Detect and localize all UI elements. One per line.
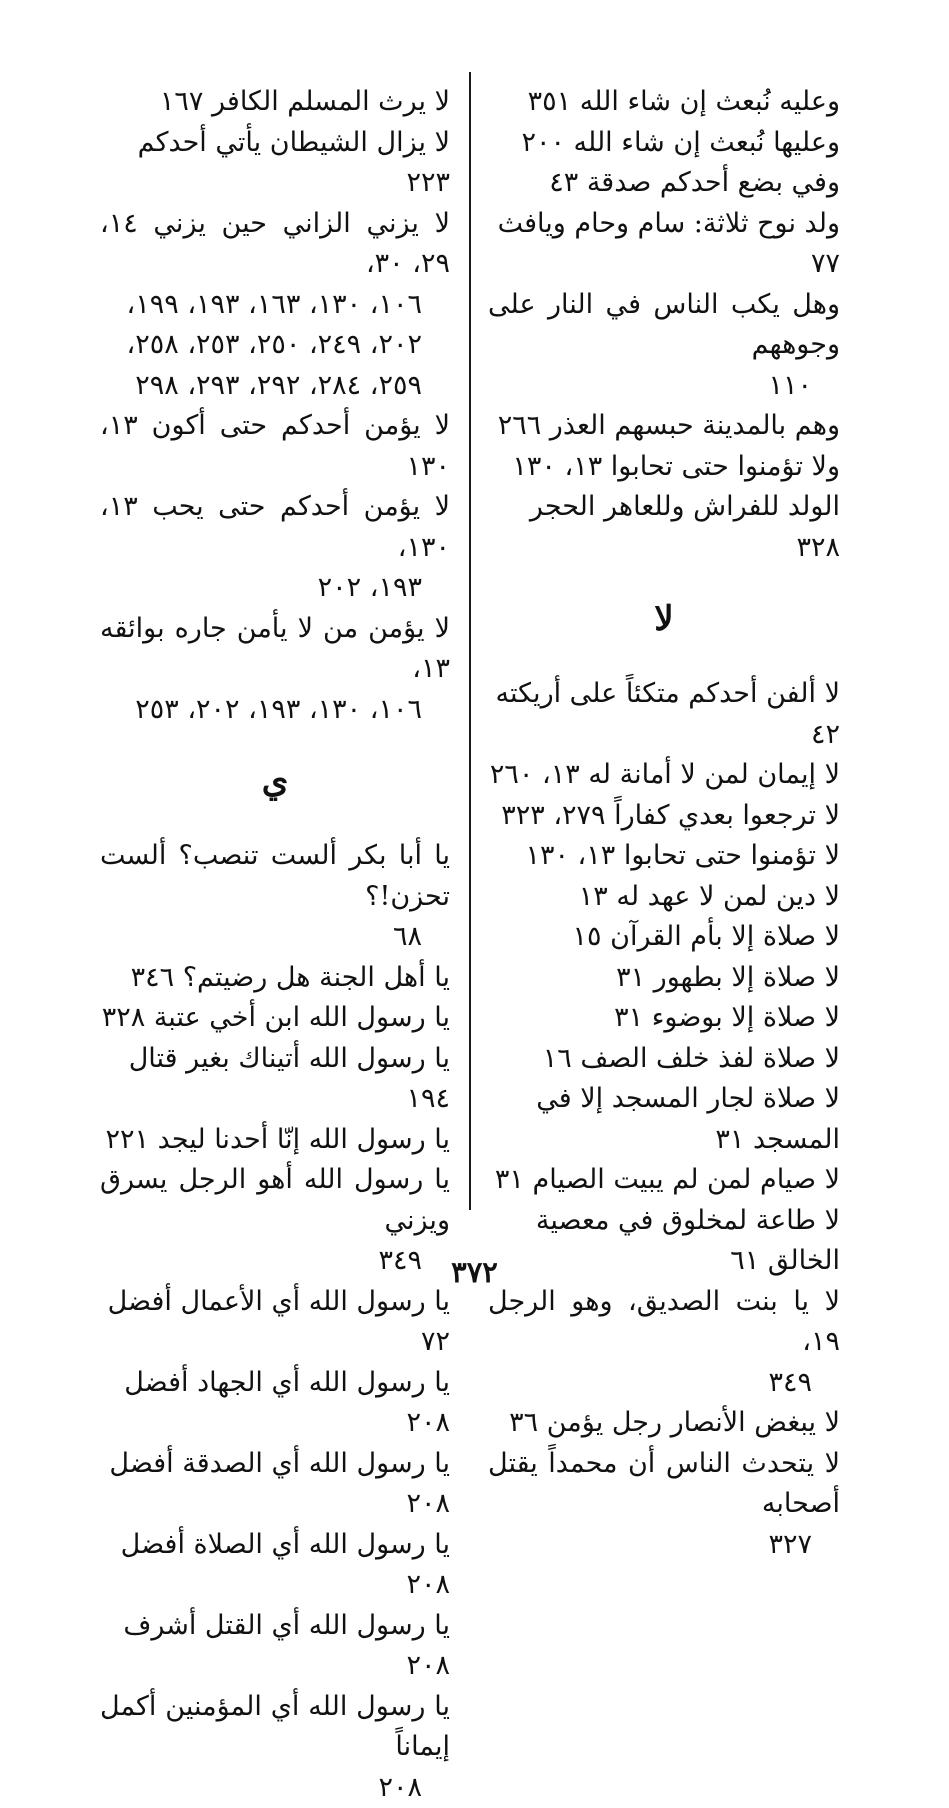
index-entry: لا دين لمن لا عهد له ١٣ — [488, 877, 840, 918]
index-entry: لا ترجعوا بعدي كفاراً ٢٧٩، ٣٢٣ — [488, 796, 840, 837]
index-entry: لا إيمان لمن لا أمانة له ١٣، ٢٦٠ — [488, 755, 840, 796]
index-entry: لا صيام لمن لم يبيت الصيام ٣١ — [488, 1160, 840, 1201]
index-entry: يا رسول الله إنّا أحدنا ليجد ٢٢١ — [100, 1120, 450, 1161]
index-entry: يا رسول الله أتيناك بغير قتال ١٩٤ — [100, 1039, 450, 1120]
index-entry: لا يزال الشيطان يأتي أحدكم ٢٢٣ — [100, 123, 450, 204]
index-entry-continuation: ٦٨ — [100, 917, 450, 958]
page-number: ٣٧٢ — [0, 1252, 949, 1292]
section-heading-ya: ي — [100, 754, 450, 808]
index-entry-continuation: ٣٤٩ — [488, 1363, 840, 1404]
index-entry: لا يؤمن أحدكم حتى أكون ١٣، ١٣٠ — [100, 406, 450, 487]
index-entry: ولد نوح ثلاثة: سام وحام ويافث ٧٧ — [488, 204, 840, 285]
index-entry: يا رسول الله أي الجهاد أفضل ٢٠٨ — [100, 1363, 450, 1444]
index-entry-continuation: ٢٥٩، ٢٨٤، ٢٩٢، ٢٩٣، ٢٩٨ — [100, 366, 450, 407]
index-entry: يا رسول الله أي القتل أشرف ٢٠٨ — [100, 1606, 450, 1687]
index-entry: لا يبغض الأنصار رجل يؤمن ٣٦ — [488, 1403, 840, 1444]
index-entry: يا رسول الله أي الأعمال أفضل ٧٢ — [100, 1282, 450, 1363]
index-entry: وعليها نُبعث إن شاء الله ٢٠٠ — [488, 123, 840, 164]
index-entry-continuation: ٣٤٩ — [100, 1241, 450, 1282]
index-entry: لا ألفن أحدكم متكئاً على أريكته ٤٢ — [488, 674, 840, 755]
index-entry: لا صلاة لفذ خلف الصف ١٦ — [488, 1039, 840, 1080]
index-entry: لا صلاة إلا بطهور ٣١ — [488, 958, 840, 999]
index-entry: لا صلاة إلا بوضوء ٣١ — [488, 998, 840, 1039]
index-entry: لا يا بنت الصديق، وهو الرجل ١٩، — [488, 1282, 840, 1363]
index-entry: يا أبا بكر ألست تنصب؟ ألست تحزن!؟ — [100, 836, 450, 917]
column-divider — [469, 72, 471, 1210]
index-entry: يا رسول الله أي الصلاة أفضل ٢٠٨ — [100, 1525, 450, 1606]
index-entry: لا يتحدث الناس أن محمداً يقتل أصحابه — [488, 1444, 840, 1525]
index-entry: وفي بضع أحدكم صدقة ٤٣ — [488, 163, 840, 204]
index-entry: يا رسول الله أي الصدقة أفضل ٢٠٨ — [100, 1444, 450, 1525]
index-entry: لا صلاة لجار المسجد إلا في المسجد ٣١ — [488, 1079, 840, 1160]
index-entry: لا يؤمن أحدكم حتى يحب ١٣، ١٣٠، — [100, 487, 450, 568]
index-column-left — [100, 82, 450, 1808]
index-entry: يا رسول الله أي المؤمنين أكمل إيماناً — [100, 1687, 450, 1768]
index-entry-continuation: ٢٠٢، ٢٤٩، ٢٥٠، ٢٥٣، ٢٥٨، — [100, 325, 450, 366]
index-entry-continuation: ٣٢٧ — [488, 1525, 840, 1566]
index-entry: الولد للفراش وللعاهر الحجر ٣٢٨ — [488, 487, 840, 568]
index-entry: يا رسول الله ابن أخي عتبة ٣٢٨ — [100, 998, 450, 1039]
index-entry: وهم بالمدينة حبسهم العذر ٢٦٦ — [488, 406, 840, 447]
index-entry-continuation: ١١٠ — [488, 366, 840, 407]
index-entry: يا أهل الجنة هل رضيتم؟ ٣٤٦ — [100, 958, 450, 999]
index-entry: ولا تؤمنوا حتى تحابوا ١٣، ١٣٠ — [488, 447, 840, 488]
index-entry: وهل يكب الناس في النار على وجوههم — [488, 285, 840, 366]
section-heading-la: لا — [488, 592, 840, 646]
index-entry: وعليه نُبعث إن شاء الله ٣٥١ — [488, 82, 840, 123]
index-entry: لا تؤمنوا حتى تحابوا ١٣، ١٣٠ — [488, 836, 840, 877]
index-entry: لا يزني الزاني حين يزني ١٤، ٢٩، ٣٠، — [100, 204, 450, 285]
index-entry: لا طاعة لمخلوق في معصية الخالق ٦١ — [488, 1201, 840, 1282]
index-entry-continuation: ١٠٦، ١٣٠، ١٩٣، ٢٠٢، ٢٥٣ — [100, 690, 450, 731]
index-entry: لا يؤمن من لا يأمن جاره بوائقه ١٣، — [100, 609, 450, 690]
index-entry-continuation: ٢٠٨ — [100, 1768, 450, 1808]
index-entry: لا يرث المسلم الكافر ١٦٧ — [100, 82, 450, 123]
index-column-right — [488, 82, 840, 1565]
index-entry: يا رسول الله أهو الرجل يسرق ويزني — [100, 1160, 450, 1241]
index-entry-continuation: ١٠٦، ١٣٠، ١٦٣، ١٩٣، ١٩٩، — [100, 285, 450, 326]
index-entry: لا صلاة إلا بأم القرآن ١٥ — [488, 917, 840, 958]
index-entry-continuation: ١٩٣، ٢٠٢ — [100, 568, 450, 609]
